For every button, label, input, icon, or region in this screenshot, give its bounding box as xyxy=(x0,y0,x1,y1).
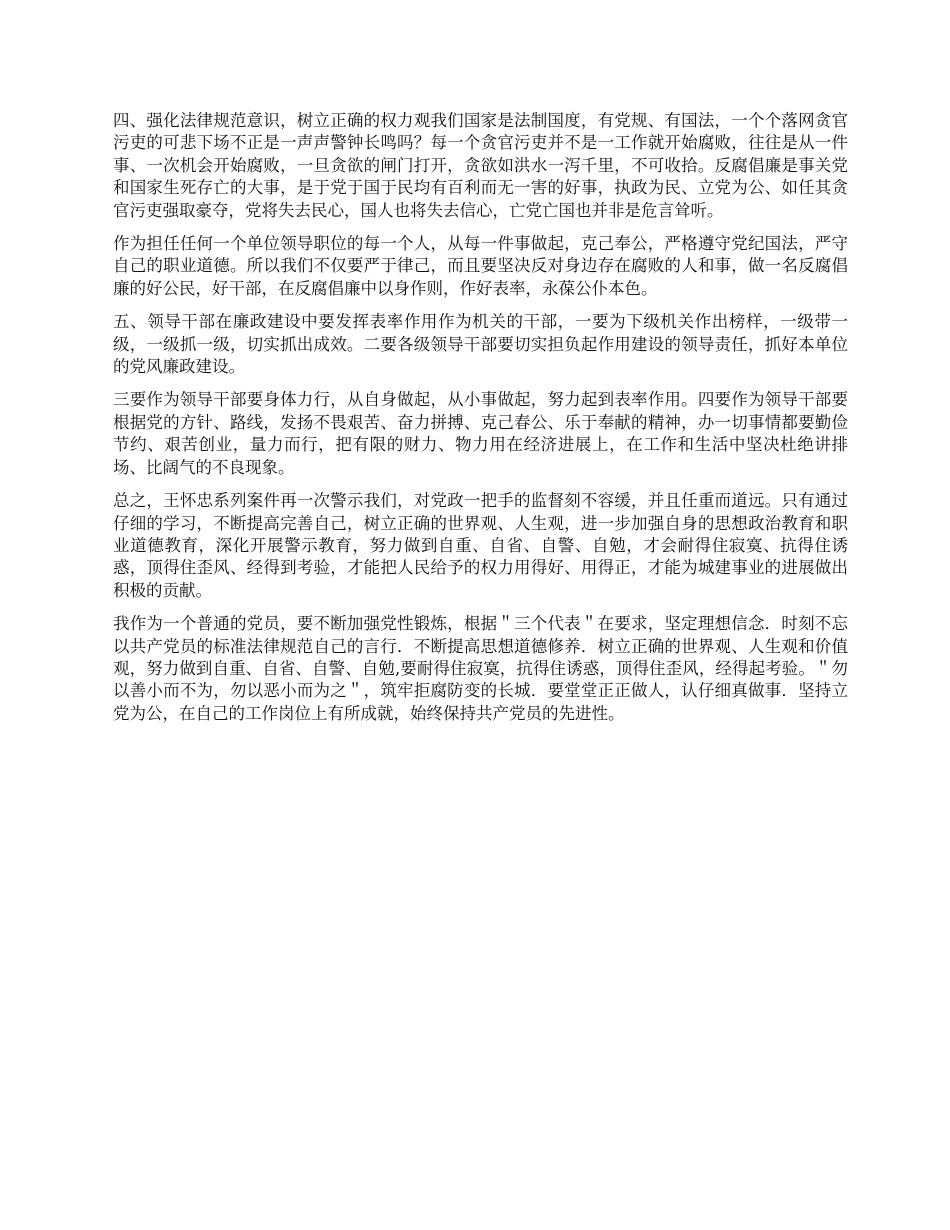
paragraph-4: 三要作为领导干部要身体力行，从自身做起，从小事做起，努力起到表率作用。四要作为领导干部要根据党的方针、路线，发扬不畏艰苦、奋力拼搏、克己春公、乐于奉献的精神，办一切事情都要勤俭节约、艰苦创业，量力而行，把有限的财力、物力用在经济进展上，在工作和生活中坚决杜绝讲排场、比阔气的不良现象。 xyxy=(113,390,848,477)
paragraph-2: 作为担任任何一个单位领导职位的每一个人，从每一件事做起，克己奉公，严格遵守党纪国法，严守自己的职业道德。所以我们不仅要严于律己，而且要坚决反对身边存在腐败的人和事，做一名反腐倡廉的好公民，好干部，在反腐倡廉中以身作则，作好表率，永葆公仆本色。 xyxy=(113,234,848,298)
paragraph-5: 总之，王怀忠系列案件再一次警示我们，对党政一把手的监督刻不容缓，并且任重而道远。只有通过仔细的学习，不断提高完善自己，树立正确的世界观、人生观，进一步加强自身的思想政治教育和职业道德教育，深化开展警示教育，努力做到自重、自省、自警、自勉，才会耐得住寂寞、抗得住诱惑，顶得住歪风、经得到考验，才能把人民给予的权力用得好、用得正，才能为城建事业的进展做出积极的贡献。 xyxy=(113,491,848,600)
paragraph-6: 我作为一个普通的党员，要不断加强党性锻炼，根据＂三个代表＂在要求，坚定理想信念．时刻不忘以共产党员的标准法律规范自己的言行．不断提高思想道德修养．树立正确的世界观、人生观和价值观，努力做到自重、自省、自警、自勉,要耐得住寂寞，抗得住诱惑，顶得住歪风，经得起考验。＂勿以善小而不为，勿以恶小而为之＂，筑牢拒腐防变的长城．要堂堂正正做人，认仔细真做事．坚持立党为公，在自己的工作岗位上有所成就，始终保持共产党员的先进性。 xyxy=(113,614,848,723)
paragraph-1: 四、强化法律规范意识，树立正确的权力观我们国家是法制国度，有党规、有国法，一个个落网贪官污吏的可悲下场不正是一声声警钟长鸣吗？每一个贪官污吏并不是一工作就开始腐败，往往是从一件事、一次机会开始腐败，一旦贪欲的闸门打开，贪欲如洪水一泻千里，不可收拾。反腐倡廉是事关党和国家生死存亡的大事，是于党于国于民均有百利而无一害的好事，执政为民、立党为公、如任其贪官污吏强取豪夺，党将失去民心，国人也将失去信心，亡党亡国也并非是危言耸听。 xyxy=(113,111,848,220)
document-body xyxy=(113,110,848,736)
paragraph-3: 五、领导干部在廉政建设中要发挥表率作用作为机关的干部，一要为下级机关作出榜样，一级带一级，一级抓一级，切实抓出成效。二要各级领导干部要切实担负起作用建设的领导责任，抓好本单位的党风廉政建设。 xyxy=(113,312,848,377)
